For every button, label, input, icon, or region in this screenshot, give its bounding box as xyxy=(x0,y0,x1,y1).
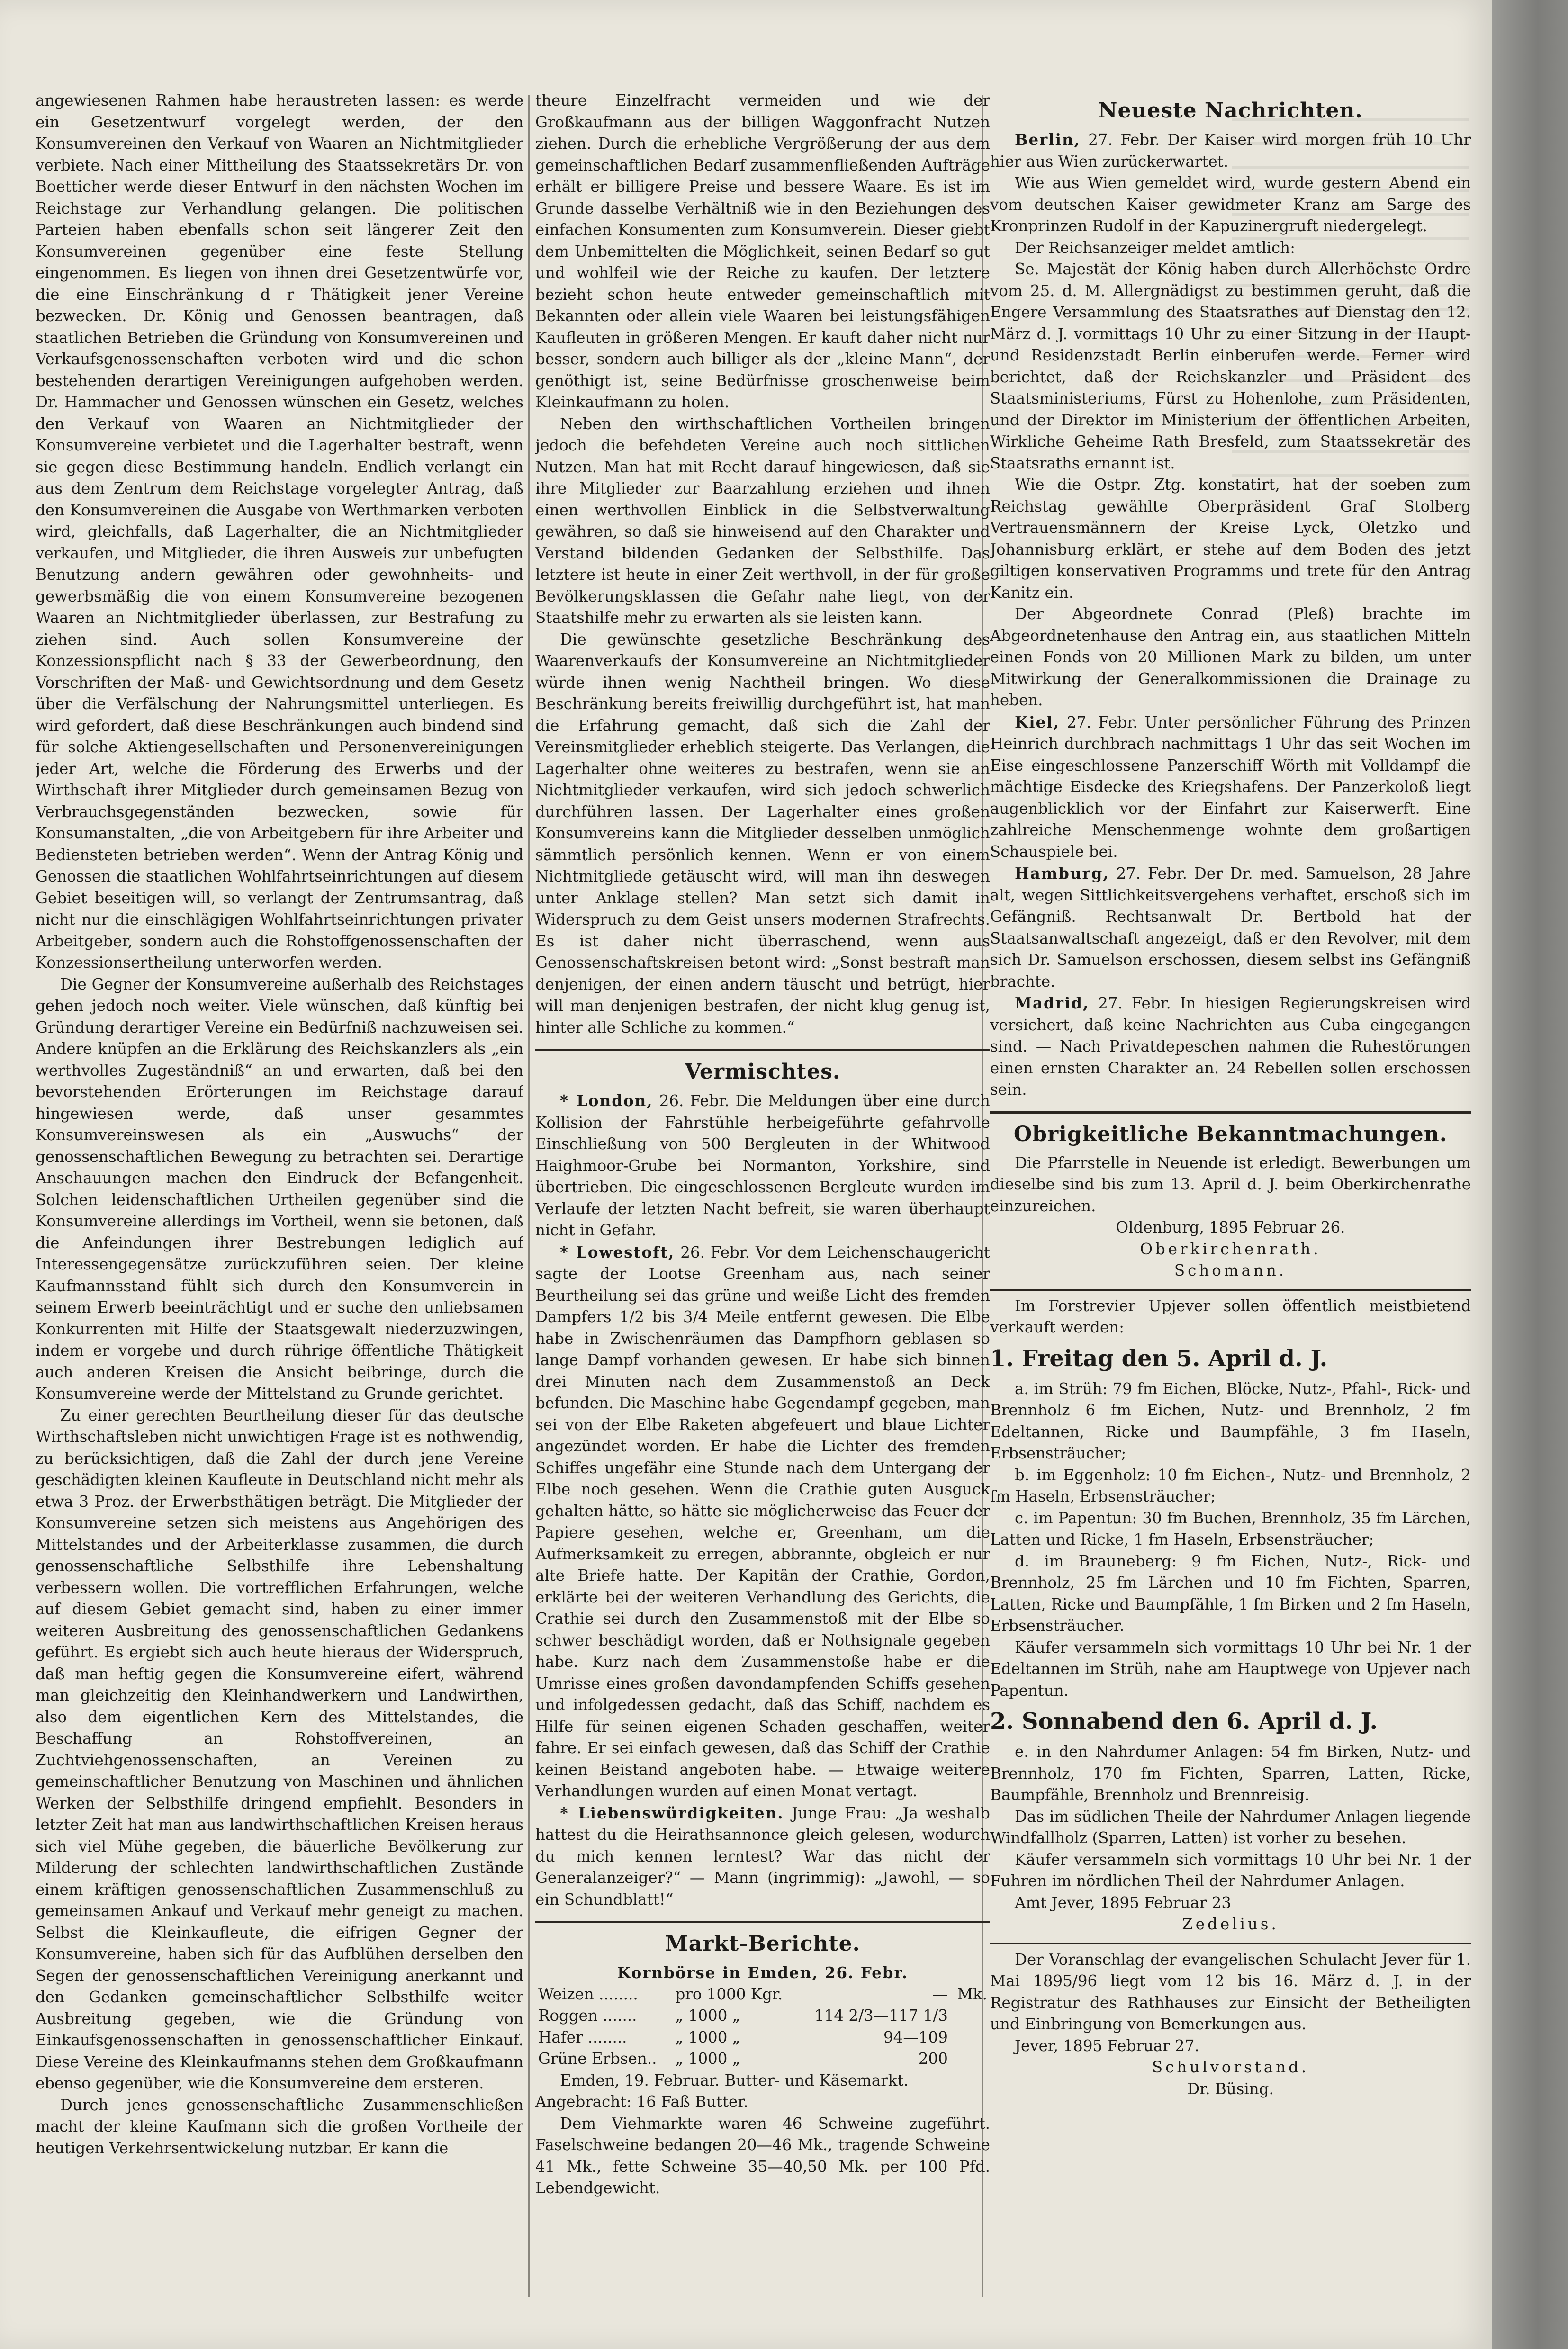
section-title-markt: Markt-Berichte. xyxy=(665,1932,860,1956)
forst-intro: Im Forstrevier Upjever sollen öffentlich meistbietend verkauft werden: xyxy=(990,1296,1471,1336)
market-unit: „ 1000 „ xyxy=(675,2007,740,2025)
news-item xyxy=(535,1242,990,1802)
section-divider xyxy=(535,1921,990,1923)
meeting-point: Käufer versammeln sich vormittags 10 Uhr bei Nr. 1 der Edeltannen im Strüh, nahe am Hauptwege von Upjever nach Papentun. xyxy=(990,1638,1471,1700)
market-item: Grüne Erbsen.. xyxy=(538,2050,657,2068)
lot-item: b. im Eggenholz: 10 fm Eichen-, Nutz- und Brennholz, 2 fm Haseln, Erbsensträucher; xyxy=(990,1466,1471,1505)
notice-signature: Zedelius. xyxy=(1182,1915,1279,1933)
notice-date: Amt Jever, 1895 Februar 23 xyxy=(1015,1893,1232,1912)
market-item: Hafer ........ xyxy=(538,2028,627,2046)
notice-date: Oldenburg, 1895 Februar 26. xyxy=(1116,1218,1345,1236)
lot-item: e. in den Nahrdumer Anlagen: 54 fm Birken, Nutz- und Brennholz, 170 fm Fichten, Sparren, Latten, Ricke, Baumpfähle, Brennholz und Brennreisig. xyxy=(990,1743,1471,1804)
market-price: — xyxy=(932,1985,948,2003)
notice-date: Jever, 1895 Februar 27. xyxy=(1015,2036,1199,2055)
news-place: Madrid, xyxy=(1015,994,1090,1012)
article-paragraph: Neben den wirthschaftlichen Vortheilen bringen jedoch die befehdeten Vereine auch noch sittlichen Nutzen. Man hat mit Recht darauf hingewiesen, daß sie ihre Mitglieder zur Baarzahlung erziehen und ihnen einen werthvollen Einblick in die Selbstverwaltung gewähren, so daß sie hinweisend auf den Charakter und Verstand bildenden Gedanken der Selbsthilfe. Das letztere ist heute in einer Zeit werthvoll, in der für große Bevölkerungsklassen die Gefahr nahe liegt, von der Staatshilfe mehr zu erwarten als sie leisten kann. xyxy=(535,414,990,627)
market-unit: pro 1000 Kgr. xyxy=(675,1985,783,2003)
section-title-obrigkeitlich: Obrigkeitliche Bekanntmachungen. xyxy=(1013,1122,1448,1146)
article-paragraph: Zu einer gerechten Beurtheilung dieser für das deutsche Wirthschaftsleben nicht unwichtigen Frage ist es nothwendig, zu berücksichtigen, daß die Zahl der durch jene Vereine geschädigten kleinen Kaufleute in Deutschland nicht mehr als etwa 3 Proz. der Erwerbsthätigen beträgt. Die Mitglieder der Konsumvereine setzen sich meistens aus Angehörigen des Mittelstandes und der Arbeiterklasse zusammen, die durch genossenschaftliche Selbsthilfe ihre Lebenshaltung verbessern wollen. Die vortrefflichen Erfahrungen, welche auf diesem Gebiet gemacht sind, haben zu einer immer weiteren Ausbreitung des genossenschaftlichen Gedankens geführt. Es ergiebt sich auch heute hieraus der Widerspruch, daß man heftig gegen die Konsumvereine eifert, während man gleichzeitig den Kleinhandwerkern und Landwirthen, also dem eigentlichen Kern des Mittelstandes, die Beschaffung an Rohstoffvereinen, an Zuchtviehgenossenschaften, an Vereinen zu gemeinschaftlicher Benutzung von Maschinen und ähnlichen Werken der Selbsthilfe dringend empfiehlt. Besonders in letzter Zeit hat man aus landwirthschaftlichen Kreisen heraus sich viel Mühe gegeben, die bäuerliche Bevölkerung zur Milderung der schlechten landwirthschaftlichen Zustände einem kräftigen genossenschaftlichen Zusammenschluß zu gemeinsamen Ankauf und Verkauf mehr geneigt zu machen. Selbst die Kleinkaufleute, die eifrigen Gegner der Konsumvereine, haben sich für das Aufblühen derselben den Segen der genossenschaftlichen Vereinigung anerkannt und den Gedanken gemeinschaftlicher Selbsthilfe weiter Ausbreitung gegeben, wie die Gründung von Einkaufsgenossenschaften in genossenschaftlicher Einkauf. Diese Vereine des Kleinkaufmanns stehen dem Großkaufmann ebenso gegenüber, wie die Konsumvereine dem ersteren. xyxy=(36,1406,523,2092)
auction-date-2: 2. Sonnabend den 6. April d. J. xyxy=(990,1708,1378,1735)
lot-item: a. im Strüh: 79 fm Eichen, Blöcke, Nutz-, Pfahl-, Rick- und Brennholz 6 fm Eichen, Nutz- und Brennholz, 2 fm Edeltannen, Ricke und Baumpfähle, 3 fm Haseln, Erbsensträucher; xyxy=(990,1379,1471,1462)
windfall-text: Das im südlichen Theile der Nahrdumer Anlagen liegende Windfallholz (Sparren, Latten) ist vorher zu besehen. xyxy=(990,1807,1471,1847)
news-item xyxy=(990,992,1471,1101)
notice-signature: Oberkirchenrath. xyxy=(1140,1240,1321,1258)
news-place: Berlin, xyxy=(1015,130,1081,149)
notice-divider xyxy=(990,1943,1471,1944)
news-text: Wie aus Wien gemeldet wird, wurde gestern Abend ein vom deutschen Kaiser gewidmeter Kranz am Sarge des Kronprinzen Rudolf in der Kapuzinergruft niedergelegt. xyxy=(990,174,1471,235)
market-row xyxy=(535,2048,990,2070)
news-item xyxy=(990,603,1471,711)
column-right xyxy=(990,90,1471,2316)
kornboerse-heading: Kornbörse in Emden, 26. Febr. xyxy=(617,1963,908,1982)
article-paragraph: Die Gegner der Konsumvereine außerhalb des Reichstages gehen jedoch noch weiter. Viele wünschen, daß künftig bei Gründung derartiger Vereine ein Bedürfniß nachzuweisen sei. Andere knüpfen an die Erklärung des Reichskanzlers als „ein werthvolles Zugeständniß“ an und erwarten, daß bei den bevorstehenden Erörterungen im Reichstage darauf hingewiesen werde, daß unser gesammtes Konsumvereinswesen als ein „Auswuchs“ der genossenschaftlichen Bewegung zu betrachten sei. Derartige Anschauungen machen den Eindruck der Befangenheit. Solchen leidenschaftlichen Urtheilen gegenüber sind die Konsumvereine allerdings im Vortheil, wenn sie betonen, daß die Anfeindungen ihrer Bestrebungen lediglich auf Interessengegensätze zurückzuführen seien. Der kleine Kaufmannsstand fühlt sich durch den Konsumverein in seinem Erwerb beeinträchtigt und er suche den unliebsamen Konkurrenten mit Hilfe der Staatsgewalt niederzuzwingen, indem er vorgebe und durch rührige öffentliche Thätigkeit auch anderen Kreisen die Ansicht beibringe, durch die Konsumvereine werde der Mittelstand zu Grunde gerichtet. xyxy=(36,975,523,1403)
school-notice-text: Der Voranschlag der evangelischen Schulacht Jever für 1. Mai 1895/96 liegt vom 12 bis 16. März d. J. in der Registratur des Rathhauses zur Einsicht der Betheiligten und Einbringung von Bemerkungen aus. xyxy=(990,1950,1471,2033)
meeting-point: Käufer versammeln sich vormittags 10 Uhr bei Nr. 1 der Fuhren im nördlichen Theil der Nahrdumer Anlagen. xyxy=(990,1850,1471,1890)
market-unit: „ 1000 „ xyxy=(675,2050,740,2068)
section-divider xyxy=(990,1111,1471,1114)
news-place: * London, xyxy=(560,1091,653,1110)
news-item xyxy=(990,129,1471,172)
notice-signature: Schulvorstand. xyxy=(1152,2058,1309,2076)
news-text: 27. Febr. Der Dr. med. Samuelson, 28 Jahre alt, wegen Sittlichkeitsvergehens verhaftet, erschoß sich im Gefängniß. Rechtsanwalt Dr. Bertbold hat der Staatsanwaltschaft angezeigt, daß er den Revolver, mit dem sich Dr. Samuelson erschossen, diesem selbst ins Gefängniß brachte. xyxy=(990,864,1471,990)
news-text: Der Reichsanzeiger meldet amtlich: xyxy=(1015,238,1296,257)
market-price: 94—109 xyxy=(883,2028,948,2046)
news-text: Junge Frau: „Ja weshalb hattest du die Heirathsannonce gleich gelesen, wodurch du mich kennen lerntest? War das nicht der Generalanzeiger?“ — Mann (ingrimmig): „Jawohl, — so ein Schundblatt!“ xyxy=(535,1804,990,1908)
news-item xyxy=(990,863,1471,992)
notice-signature: Schomann. xyxy=(1174,1261,1287,1279)
news-item xyxy=(990,711,1471,863)
market-row xyxy=(535,1984,990,2006)
viehmarkt-text: Dem Viehmarkte waren 46 Schweine zugeführt. Faselschweine bedangen 20—46 Mk., tragende Schweine 41 Mk., fette Schweine 35—40,50 Mk. per 100 Pfd. Lebendgewicht. xyxy=(535,2114,990,2197)
news-text: 27. Febr. Unter persönlicher Führung des Prinzen Heinrich durchbrach nachmittags 1 Uhr das seit Wochen im Eise eingeschlossene Panzerschiff Wörth mit Volldampf die mächtige Eisdecke des Kriegshafens. Der Panzerkoloß liegt augenblicklich vor der Einfahrt zur Kaiserwerft. Eine zahlreiche Menschenmenge wohnte dem großartigen Schauspiele bei. xyxy=(990,713,1471,861)
market-unit: „ 1000 „ xyxy=(675,2028,740,2046)
article-paragraph: theure Einzelfracht vermeiden und wie der Großkaufmann aus der billigen Waggonfracht Nutzen ziehen. Durch die erhebliche Vergrößerung der aus dem gemeinschaftlichen Bedarf zusammenfließenden Aufträge erhält er billigere Preise und bessere Waare. Es ist im Grunde dasselbe Verhältniß wie in den Beziehungen des einfachen Konsumenten zum Konsumverein. Dieser giebt dem Unbemittelten die Möglichkeit, seinen Bedarf so gut und wohlfeil wie der Reiche zu kaufen. Der letztere bezieht schon heute entweder gemeinschaftlich mit Bekannten oder allein viele Waaren bei leistungsfähigen Kaufleuten in größeren Mengen. Er kauft daher nicht nur besser, sondern auch billiger als der „kleine Mann“, der genöthigt ist, seine Bedürfnisse groschenweise beim Kleinkaufmann zu holen. xyxy=(535,91,990,411)
news-place: * Lowestoft, xyxy=(560,1242,675,1261)
section-title-neueste: Neueste Nachrichten. xyxy=(1098,99,1363,123)
news-place: * Liebenswürdigkeiten. xyxy=(560,1803,784,1822)
news-text: Wie die Ostpr. Ztg. konstatirt, hat der soeben zum Reichstag gewählte Oberpräsident Graf Stolberg Vertrauensmännern der Kreise Lyck, Oletzko und Johannisburg erklärt, er stehe auf dem Boden des jetzt giltigen konservativen Programms und trete für den Antrag Kanitz ein. xyxy=(990,476,1471,602)
lot-item: c. im Papentun: 30 fm Buchen, Brennholz, 35 fm Lärchen, Latten und Ricke, 1 fm Haseln, Erbsensträucher; xyxy=(990,1509,1471,1548)
section-divider xyxy=(535,1049,990,1051)
news-place: Kiel, xyxy=(1015,712,1060,731)
lot-item: d. im Brauneberg: 9 fm Eichen, Nutz-, Rick- und Brennholz, 25 fm Lärchen und 10 fm Fichten, Sparren, Latten, Ricke und Baumpfähle, 1 fm Birken und 2 fm Haseln, Erbsensträucher. xyxy=(990,1552,1471,1635)
auction-date-1: 1. Freitag den 5. April d. J. xyxy=(990,1345,1328,1372)
market-row xyxy=(535,2005,990,2027)
market-table xyxy=(535,1984,990,2070)
news-text: 27. Febr. Der Kaiser wird morgen früh 10 Uhr hier aus Wien zurückerwartet. xyxy=(990,131,1471,171)
article-paragraph: angewiesenen Rahmen habe heraustreten lassen: es werde ein Gesetzentwurf vorgelegt werden, der den Konsumvereinen den Verkauf von Waaren an Nichtmitglieder verbiete. Nach einer Mittheilung des Staatssekretärs Dr. von Boetticher werde dieser Entwurf in den nächsten Wochen im Reichstage zur Verhandlung gelangen. Die politischen Parteien haben ebenfalls schon seit längerer Zeit den Konsumvereinen gegenüber eine feste Stellung eingenommen. Es liegen von ihnen drei Gesetzentwürfe vor, die eine Einschränkung d r Thätigkeit jener Vereine bezwecken. Dr. König und Genossen beantragen, daß staatlichen Betrieben die Gründung von Konsumvereinen und Verkaufsgenossenschaften verboten wird und die schon bestehenden derartigen Vereinigungen aufgehoben werden. Dr. Hammacher und Genossen wünschen ein Gesetz, welches den Verkauf von Waaren an Nichtmitglieder der Konsumvereine verbietet und die Lagerhalter bestraft, wenn sie gegen diese Bestimmung handeln. Endlich verlangt ein aus dem Zentrum dem Reichstage vorgelegter Antrag, daß den Konsumvereinen die Ausgabe von Werthmarken verboten wird, gleichfalls, daß Lagerhalter, die an Nichtmitglieder verkaufen, und Mitglieder, die ihren Ausweis zur unbefugten Benutzung andern gewähren oder gewohnheits- und gewerbsmäßig die von einem Konsumvereine bezogenen Waaren an Nichtmitglieder überlassen, zur Bestrafung zu ziehen sind. Auch sollen Konsumvereine der Konzessionspflicht nach § 33 der Gewerbeordnung, den Vorschriften der Maß- und Gewichtsordnung und dem Gesetz über die Verfälschung der Nahrungsmittel unterliegen. Es wird gefordert, daß diese Beschränkungen auch bindend sind für solche Aktiengesellschaften und Personenvereinigungen jeder Art, welche die Förderung des Erwerbs und der Wirthschaft ihrer Mitglieder durch gemeinsamen Bezug von Verbrauchsgegenständen bezwecken, sowie für Konsumanstalten, „die von Arbeitgebern für ihre Arbeiter und Bediensteten betrieben werden“. Wenn der Antrag König und Genossen die staatlichen Wohlfahrtseinrichtungen auf diesem Gebiet beseitigen will, so verlangt der Zentrumsantrag, daß nicht nur die einschlägigen Wohlfahrtseinrichtungen privater Arbeitgeber, sondern auch die Rohstoffgenossenschaften der Konzessionsertheilung unterworfen werden. xyxy=(36,91,523,972)
news-item xyxy=(990,259,1471,474)
column-middle xyxy=(535,90,990,2316)
news-item xyxy=(990,172,1471,237)
market-item: Roggen ....... xyxy=(538,2007,637,2025)
news-text: 27. Febr. In hiesigen Regierungskreisen wird versichert, daß keine Nachrichten aus Cuba eingegangen sind. — Nach Privatdepeschen nahmen die Ruhestörungen einen ernsten Charakter an. 24 Rebellen sollen erschossen sein. xyxy=(990,994,1471,1098)
notice-text: Die Pfarrstelle in Neuende ist erledigt. Bewerbungen um dieselbe sind bis zum 13. April d. J. beim Oberkirchenrathe einzureichen. xyxy=(990,1153,1471,1215)
news-text: 26. Febr. Vor dem Leichenschaugericht sagte der Lootse Greenham aus, nach seiner Beurtheilung sei das grüne und weiße Licht des fremden Dampfers 1/2 bis 3/4 Meile entfernt gewesen. Die Elbe habe in Zwischenräumen das Dampfhorn geblasen so lange Dampf vorhanden gewesen. Er habe sich binnen drei Minuten nach dem Zusammenstoß an Deck befunden. Die Maschine habe Gegendampf gegeben, man sei von der Elbe Raketen abgefeuert und blaue Lichter angezündet worden. Er habe die Lichter des fremden Schiffes ungefähr eine Stunde nach dem Untergang der Elbe noch gesehen. Wenn die Crathie guten Ausguck gehalten hätte, so hätte sie möglicherweise das Feuer der Papiere gesehen, welche er, Greenham, um die Aufmerksamkeit zu erregen, abbrannte, obgleich er nur alte Briefe hatte. Der Kapitän der Crathie, Gordon, erklärte bei der weiteren Verhandlung des Gerichts, die Crathie sei durch den Zusammenstoß mit der Elbe so schwer beschädigt worden, daß er Nothsignale gegeben habe. Kurz nach dem Zusammenstoße habe er die Umrisse eines großen davondampfenden Schiffs gesehen und infolgedessen gedacht, daß das Schiff, nachdem es Hilfe für seinen eigenen Schaden geschaffen, weiter fahre. Er sei einfach gewesen, daß das Schiff der Crathie keinen Beistand angeboten habe. — Etwaige weitere Verhandlungen wurden auf einen Monat vertagt. xyxy=(535,1243,990,1800)
market-row xyxy=(535,2027,990,2049)
news-place: Hamburg, xyxy=(1015,864,1109,882)
market-item: Weizen ........ xyxy=(538,1985,638,2003)
column-rule xyxy=(528,95,530,2297)
article-paragraph: Durch jenes genossenschaftliche Zusammenschließen macht der kleine Kaufmann sich die großen Vortheile der heutigen Verkehrsentwickelung nutzbar. Er kann die xyxy=(36,2096,523,2157)
news-text: Der Abgeordnete Conrad (Pleß) brachte im Abgeordnetenhause den Antrag ein, aus staatlichen Mitteln einen Fonds von 20 Millionen Mark zu bilden, um unter Mitwirkung der Generalkommissionen die Drainage zu heben. xyxy=(990,605,1471,709)
news-item xyxy=(535,1802,990,1911)
emden-text: Angebracht: 16 Faß Butter. xyxy=(535,2093,748,2111)
notice-signature: Dr. Büsing. xyxy=(1187,2079,1274,2098)
news-item xyxy=(535,1090,990,1242)
column-left xyxy=(36,90,523,2316)
news-text: Se. Majestät der König haben durch Allerhöchste Ordre vom 25. d. M. Allergnädigst zu bestimmen geruht, daß die Engere Versammlung des Staatsrathes auf Dienstag den 12. März d. J. vormittags 10 Uhr zu einer Sitzung in der Haupt- und Residenzstadt Berlin einberufen werde. Ferner wird berichtet, daß der Reichskanzler und Präsident des Staatsministeriums, Fürst zu Hohenlohe, zum Präsidenten, und der Direktor im Ministerium der öffentlichen Arbeiten, Wirkliche Geheime Rath Bresfeld, zum Staatssekretär des Staatsraths ernannt ist. xyxy=(990,260,1471,472)
market-currency: Mk. xyxy=(957,1985,987,2003)
news-item xyxy=(990,237,1471,259)
news-item xyxy=(990,474,1471,603)
market-price: 200 xyxy=(918,2050,948,2068)
emden-heading: Emden, 19. Februar. Butter- und Käsemarkt. xyxy=(560,2071,909,2089)
scan-background-edge xyxy=(1492,0,1568,2349)
news-text: 26. Febr. Die Meldungen über eine durch Kollision der Fahrstühle herbeigeführte gefahrvolle Einschließung von 500 Bergleuten in der Whitwood Haighmoor-Grube bei Normanton, Yorkshire, sind übertrieben. Die eingeschlossenen Bergleute wurden im Verlaufe der letzten Nacht befreit, sie waren überhaupt nicht in Gefahr. xyxy=(535,1092,990,1239)
section-title-vermischtes: Vermischtes. xyxy=(685,1060,841,1084)
market-price: 114 2/3—117 1/3 xyxy=(814,2007,948,2025)
article-paragraph: Die gewünschte gesetzliche Beschränkung des Waarenverkaufs der Konsumvereine an Nichtmitglieder würde ihnen wenig Nachtheil bringen. Wo diese Beschränkung bereits freiwillig durchgeführt ist, hat man die Erfahrung gemacht, daß sich die Zahl der Vereinsmitglieder erheblich steigerte. Das Verlangen, die Lagerhalter ohne weiteres zu bestrafen, wenn sie an Nichtmitglieder verkaufen, wird sich jedoch schwerlich durchführen lassen. Der Lagerhalter eines großen Konsumvereins kann die Mitglieder desselben unmöglich sämmtlich persönlich kennen. Wenn er von einem Nichtmitgliede getäuscht wird, will man ihn deswegen unter Anklage stellen? Man setzt sich damit in Widerspruch zu dem Geist unsers modernen Strafrechts. Es ist daher nicht überraschend, wenn aus Genossenschaftskreisen betont wird: „Sonst bestraft man denjenigen, der einen andern täuscht und betrügt, hier will man denjenigen bestrafen, der nicht klug genug ist, hinter alle Schliche zu kommen.“ xyxy=(535,630,990,1036)
notice-divider xyxy=(990,1289,1471,1291)
